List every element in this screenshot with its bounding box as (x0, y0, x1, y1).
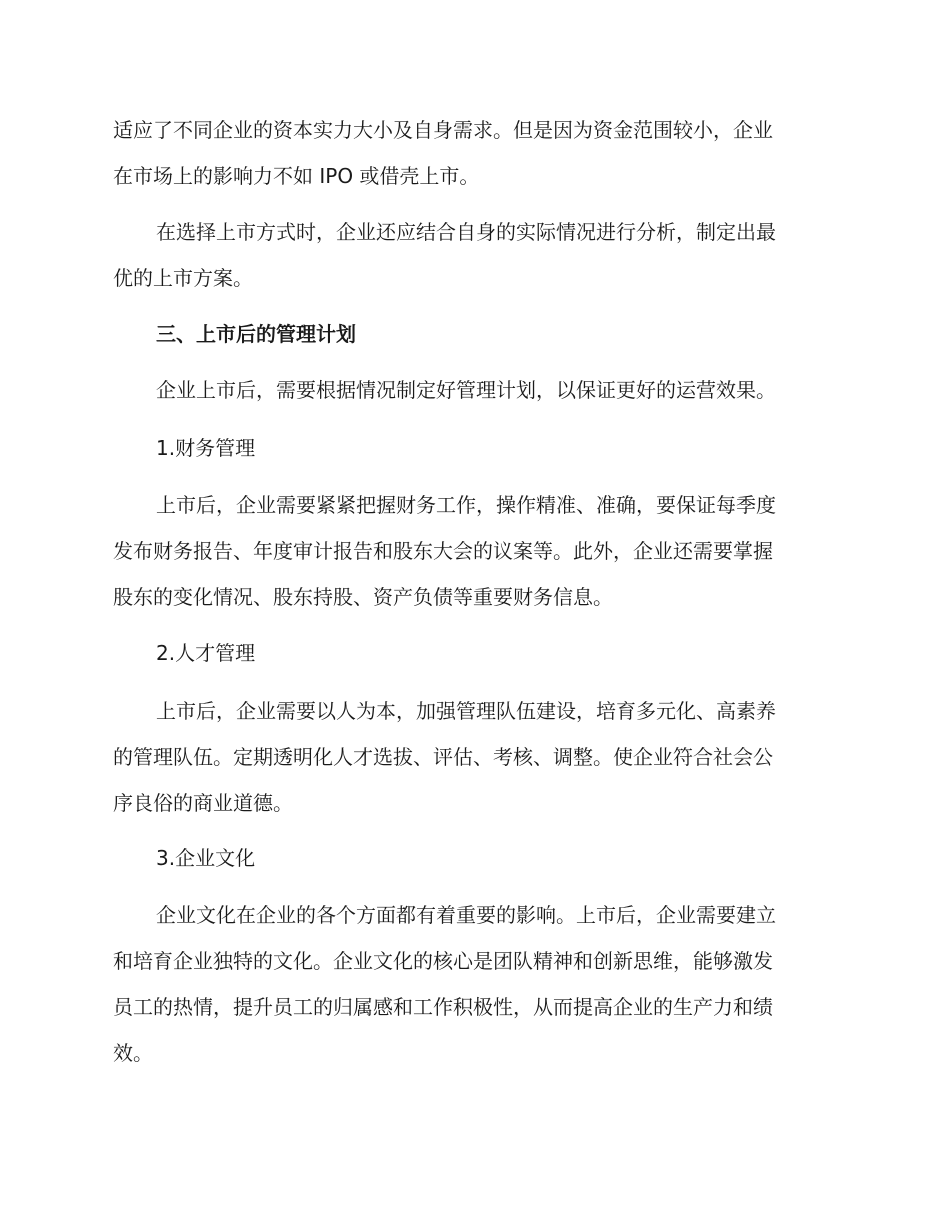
paragraph-listing-choice (113, 209, 833, 301)
paragraph-line: 上市后，企业需要以人为本，加强管理队伍建设，培育多元化、高素养 (156, 699, 776, 723)
paragraph-line: 和培育企业独特的文化。企业文化的核心是团队精神和创新思维，能够激发 (113, 949, 773, 973)
subheading-finance: 1.财务管理 (156, 436, 256, 460)
subheading-talent: 2.人才管理 (156, 641, 256, 665)
paragraph-line: 序良俗的商业道德。 (113, 791, 293, 815)
paragraph-line: 在选择上市方式时，企业还应结合自身的实际情况进行分析，制定出最 (156, 220, 776, 244)
paragraph-line: 在市场上的影响力不如 IPO 或借壳上市。 (113, 164, 480, 188)
paragraph-line: 员工的热情，提升员工的归属感和工作积极性，从而提高企业的生产力和绩 (113, 995, 773, 1019)
paragraph-line: 效。 (113, 1041, 153, 1065)
paragraph-continuation (113, 107, 833, 199)
paragraph-culture (113, 892, 833, 1076)
subheading-culture: 3.企业文化 (156, 846, 256, 870)
paragraph-line: 优的上市方案。 (113, 266, 253, 290)
paragraph-talent (113, 688, 833, 826)
paragraph-line: 上市后，企业需要紧紧把握财务工作，操作精准、准确，要保证每季度 (156, 493, 776, 517)
paragraph-line: 股东的变化情况、股东持股、资产负债等重要财务信息。 (113, 585, 613, 609)
paragraph-line: 企业文化在企业的各个方面都有着重要的影响。上市后，企业需要建立 (156, 903, 776, 927)
paragraph-line: 发布财务报告、年度审计报告和股东大会的议案等。此外，企业还需要掌握 (113, 539, 773, 563)
paragraph-intro (113, 367, 833, 413)
section-heading: 三、上市后的管理计划 (156, 322, 356, 346)
paragraph-line: 适应了不同企业的资本实力大小及自身需求。但是因为资金范围较小，企业 (113, 118, 773, 142)
paragraph-line: 的管理队伍。定期透明化人才选拔、评估、考核、调整。使企业符合社会公 (113, 745, 773, 769)
paragraph-finance (113, 482, 833, 620)
paragraph-line: 企业上市后，需要根据情况制定好管理计划，以保证更好的运营效果。 (156, 378, 776, 402)
